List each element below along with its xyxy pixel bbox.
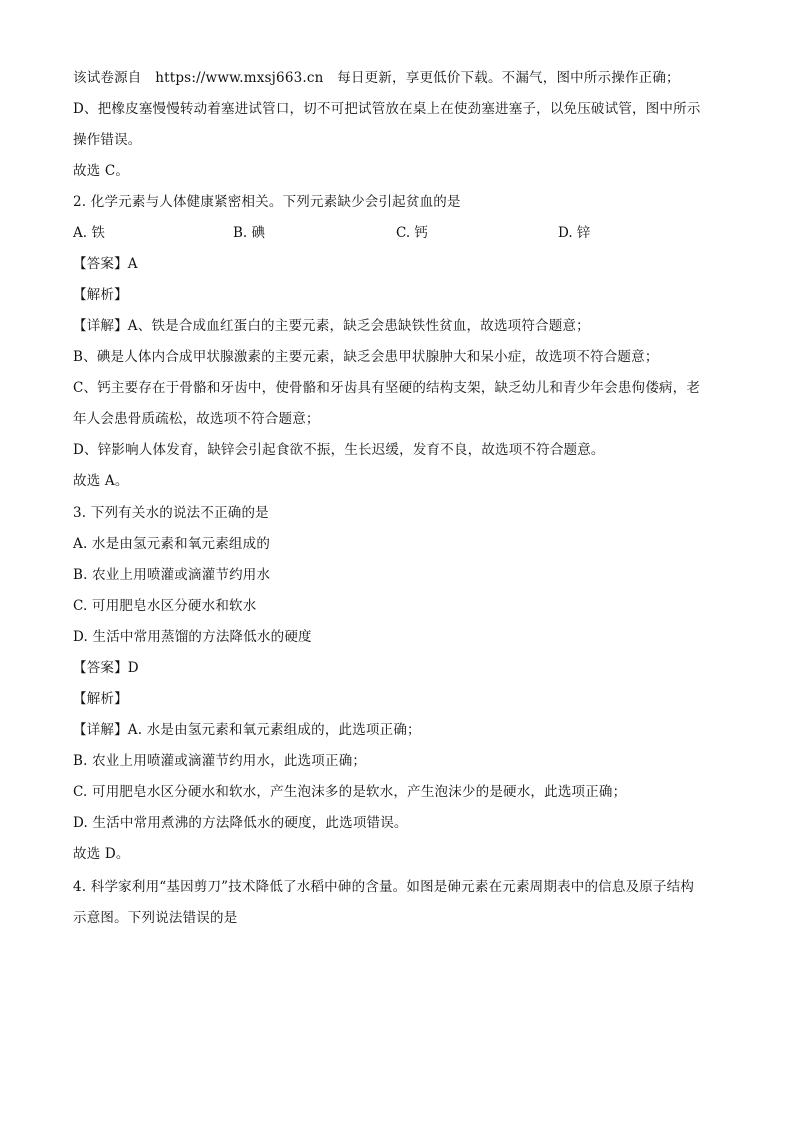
question-3-option-d: D. 生活中常用蒸馏的方法降低水的硬度 (73, 629, 312, 645)
text-line: B、碘是人体内合成甲状腺激素的主要元素，缺乏会患甲状腺肿大和呆小症，故选项不符合题意； (73, 349, 659, 365)
question-3-option-b: B. 农业上用喷灌或滴灌节约用水 (73, 567, 271, 583)
text-line: D、锌影响人体发育，缺锌会引起食欲不振，生长迟缓，发育不良，故选项不符合题意。 (73, 442, 605, 458)
question-3-option-a: A. 水是由氢元素和氧元素组成的 (73, 536, 271, 552)
text-line: 【详解】A、铁是合成血红蛋白的主要元素，缺乏会患缺铁性贫血，故选项符合题意； (73, 318, 590, 334)
analysis-label: 【解析】 (73, 287, 128, 303)
text-line: 年人会患骨质疏松，故选项不符合题意； (73, 411, 320, 427)
text-line: C、钙主要存在于骨骼和牙齿中，使骨骼和牙齿具有坚硬的结构支架，缺乏幼儿和青少年会患佝偻病，老 (73, 380, 701, 396)
text-line: 【详解】A. 水是由氢元素和氧元素组成的，此选项正确； (73, 722, 421, 738)
question-3-stem: 3. 下列有关水的说法不正确的是 (73, 505, 269, 521)
question-2-option-d: D. 锌 (558, 225, 591, 241)
analysis-label: 【解析】 (73, 691, 128, 707)
question-4-stem-cont: 示意图。下列说法错误的是 (73, 910, 238, 926)
text-line: C. 可用肥皂水区分硬水和软水，产生泡沫多的是软水，产生泡沫少的是硬水，此选项正确； (73, 784, 627, 800)
answer-label: 【答案】A (73, 256, 138, 272)
question-4-stem: 4. 科学家利用“基因剪刀”技术降低了水稻中砷的含量。如图是砷元素在元素周期表中的信息及原子结构 (73, 879, 695, 895)
text-line: B. 农业上用喷灌或滴灌节约用水，此选项正确； (73, 753, 367, 769)
text-line: D、把橡皮塞慢慢转动着塞进试管口，切不可把试管放在桌上在使劲塞进塞子，以免压破试管，图中所示 (73, 101, 701, 117)
answer-label: 【答案】D (73, 660, 139, 676)
text-line: 故选 C。 (73, 163, 130, 179)
question-3-option-c: C. 可用肥皂水区分硬水和软水 (73, 598, 257, 614)
question-2-option-a: A. 铁 (73, 225, 105, 241)
question-2-option-c: C. 钙 (396, 225, 428, 241)
question-2-option-b: B. 碘 (233, 225, 266, 241)
text-line: 故选 A。 (73, 473, 129, 489)
question-2-stem: 2. 化学元素与人体健康紧密相关。下列元素缺少会引起贫血的是 (73, 194, 461, 210)
text-line: 故选 D。 (73, 846, 130, 862)
text-line: 该试卷源自 https://www.mxsj663.cn 每日更新，享更低价下载。不漏气，图中所示操作正确； (73, 70, 680, 86)
text-line: 操作错误。 (73, 132, 142, 148)
text-line: D. 生活中常用煮沸的方法降低水的硬度，此选项错误。 (73, 815, 408, 831)
